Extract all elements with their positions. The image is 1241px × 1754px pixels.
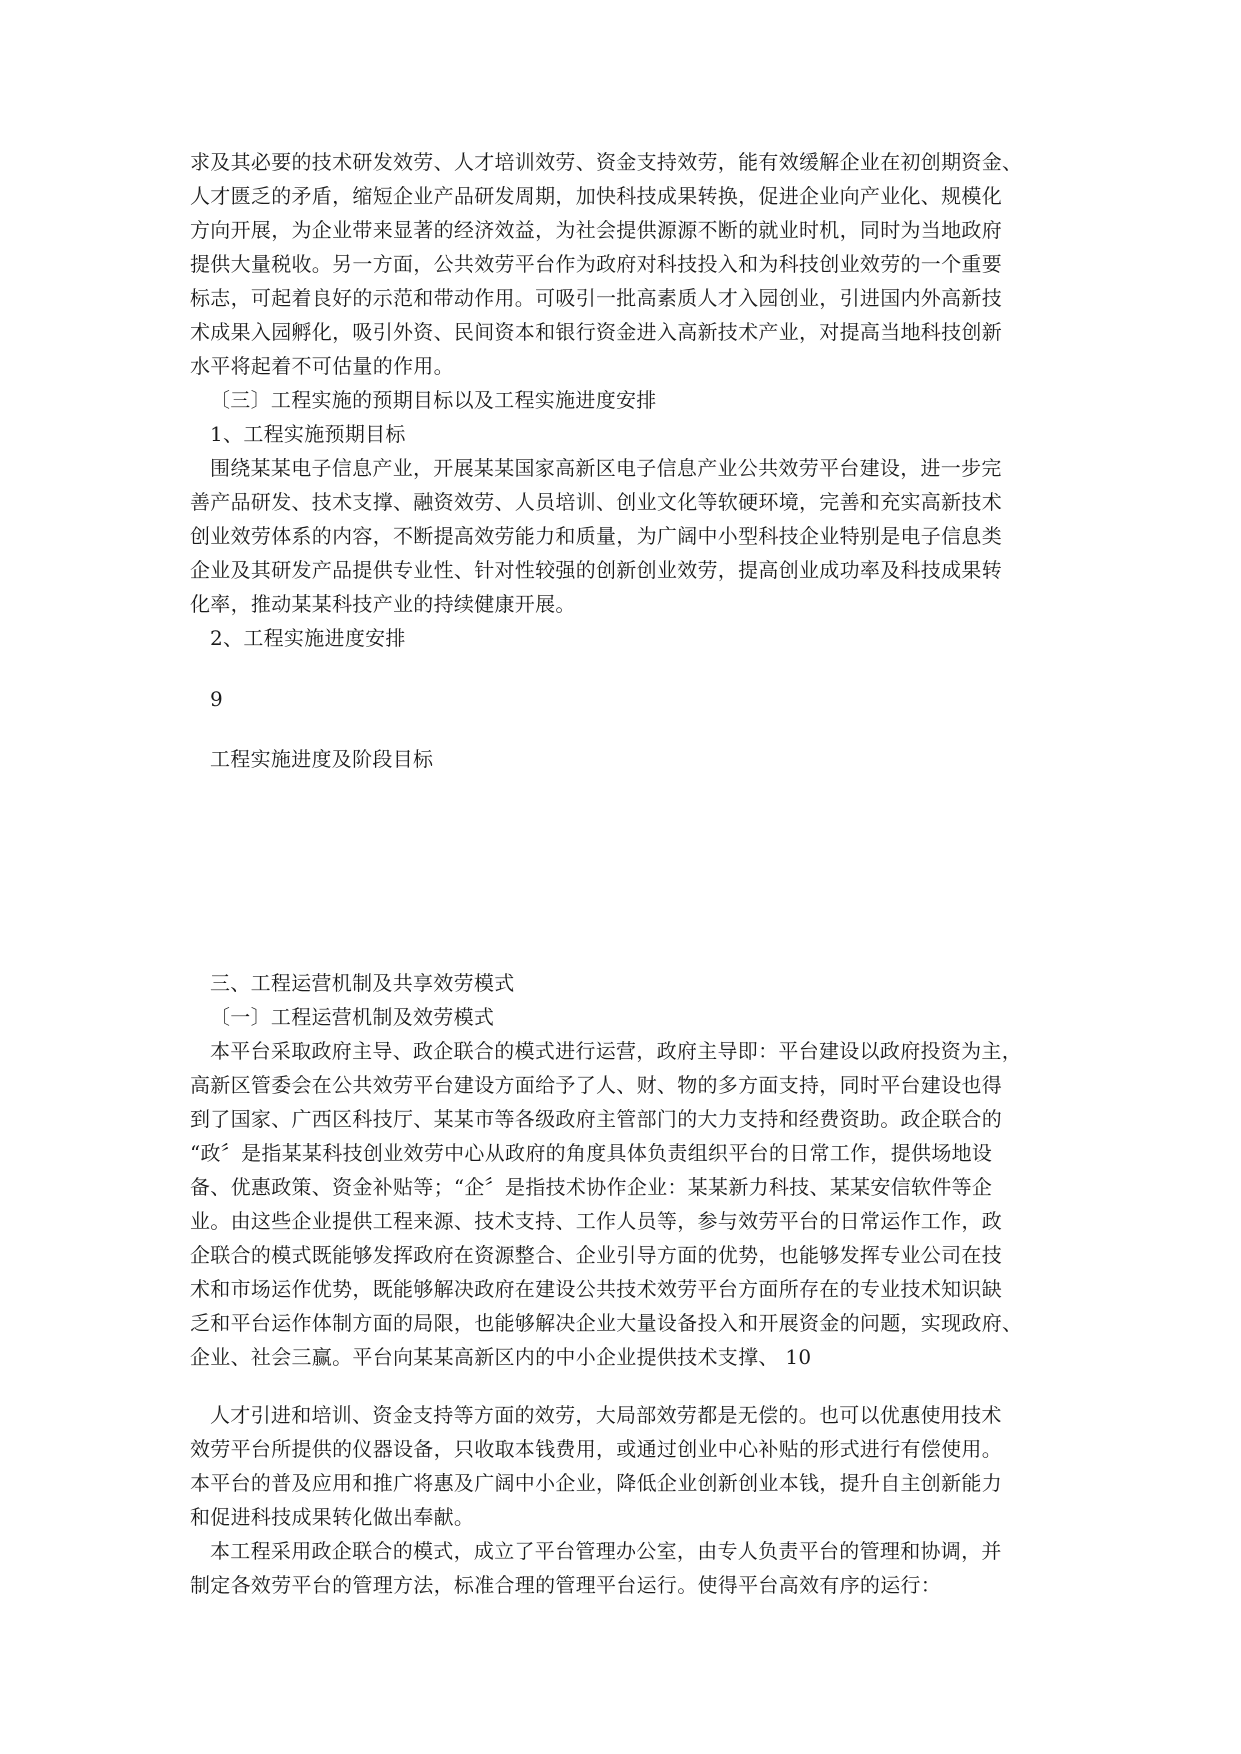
text-line: 本平台采取政府主导、政企联合的模式进行运营，政府主导即：平台建设以政府投资为主， <box>210 1039 1022 1063</box>
text-line: “政〞是指某某科技创业效劳中心从政府的角度具体负责组织平台的日常工作，提供场地设 <box>190 1141 993 1165</box>
heading-text: 〔三〕工程实施的预期目标以及工程实施进度安排 <box>210 388 657 412</box>
subsection-heading <box>190 383 1060 417</box>
section-heading <box>190 966 1060 1000</box>
text-line: 术成果入园孵化，吸引外资、民间资本和银行资金进入高新技术产业，对提高当地科技创新 <box>190 320 1002 344</box>
caption-text: 工程实施进度及阶段目标 <box>210 747 434 771</box>
table-caption <box>190 742 1060 776</box>
text-line: 人才匮乏的矛盾，缩短企业产品研发周期，加快科技成果转换，促进企业向产业化、规模化 <box>190 184 1002 208</box>
paragraph-management <box>190 1534 1060 1602</box>
text-line: 备、优惠政策、资金补贴等；“企〞是指技术协作企业：某某新力科技、某某安信软件等企 <box>190 1175 993 1199</box>
text-line: 业。由这些企业提供工程来源、技术支持、工作人员等，参与效劳平台的日常运作工作，政 <box>190 1209 1002 1233</box>
paragraph-services <box>190 1398 1060 1534</box>
page-number-text: 9 <box>210 687 224 711</box>
text-line: 企业及其研发产品提供专业性、针对性较强的创新创业效劳，提高创业成功率及科技成果转 <box>190 558 1002 582</box>
heading-text: 〔一〕工程运营机制及效劳模式 <box>210 1005 495 1029</box>
subsubsection-heading <box>190 417 1060 451</box>
page-number <box>190 682 1060 716</box>
heading-text: 三、工程运营机制及共享效劳模式 <box>210 971 515 995</box>
text-line: 术和市场运作优势，既能够解决政府在建设公共技术效劳平台方面所存在的专业技术知识缺 <box>190 1277 1002 1301</box>
text-line: 和促进科技成果转化做出奉献。 <box>190 1505 475 1529</box>
text-line: 标志，可起着良好的示范和带动作用。可吸引一批高素质人才入园创业，引进国内外高新技 <box>190 286 1002 310</box>
text-line: 高新区管委会在公共效劳平台建设方面给予了人、财、物的多方面支持，同时平台建设也得 <box>190 1073 1002 1097</box>
text-line: 提供大量税收。另一方面，公共效劳平台作为政府对科技投入和为科技创业效劳的一个重要 <box>190 252 1002 276</box>
heading-text: 2、工程实施进度安排 <box>210 626 406 650</box>
text-line: 围绕某某电子信息产业，开展某某国家高新区电子信息产业公共效劳平台建设，进一步完 <box>210 456 1002 480</box>
text-line: 效劳平台所提供的仪器设备，只收取本钱费用，或通过创业中心补贴的形式进行有偿使用。 <box>190 1437 1002 1461</box>
text-line: 水平将起着不可估量的作用。 <box>190 354 454 378</box>
text-line: 乏和平台运作体制方面的局限，也能够解决企业大量设备投入和开展资金的问题，实现政府、 <box>190 1311 1023 1335</box>
text-line: 创业效劳体系的内容，不断提高效劳能力和质量，为广阔中小型科技企业特别是电子信息类 <box>190 524 1002 548</box>
text-line: 善产品研发、技术支撑、融资效劳、人员培训、创业文化等软硬环境，完善和充实高新技术 <box>190 490 1002 514</box>
paragraph-continued <box>190 145 1060 383</box>
heading-text: 1、工程实施预期目标 <box>210 422 406 446</box>
subsubsection-heading <box>190 621 1060 655</box>
text-line: 求及其必要的技术研发效劳、人才培训效劳、资金支持效劳，能有效缓解企业在初创期资金、 <box>190 150 1023 174</box>
text-line: 到了国家、广西区科技厅、某某市等各级政府主管部门的大力支持和经费资助。政企联合的 <box>190 1107 1002 1131</box>
text-line: 化率，推动某某科技产业的持续健康开展。 <box>190 592 576 616</box>
paragraph-operation-mode <box>190 1034 1060 1374</box>
text-line: 本工程采用政企联合的模式，成立了平台管理办公室，由专人负责平台的管理和协调，并 <box>210 1539 1002 1563</box>
text-line: 本平台的普及应用和推广将惠及广阔中小企业，降低企业创新创业本钱，提升自主创新能力 <box>190 1471 1002 1495</box>
text-line: 人才引进和培训、资金支持等方面的效劳，大局部效劳都是无偿的。也可以优惠使用技术 <box>210 1403 1002 1427</box>
text-line: 企业、社会三赢。平台向某某高新区内的中小企业提供技术支撑、 10 <box>190 1345 812 1369</box>
text-line: 企联合的模式既能够发挥政府在资源整合、企业引导方面的优势，也能够发挥专业公司在技 <box>190 1243 1002 1267</box>
text-line: 方向开展，为企业带来显著的经济效益，为社会提供源源不断的就业时机，同时为当地政府 <box>190 218 1002 242</box>
text-line: 制定各效劳平台的管理方法，标准合理的管理平台运行。使得平台高效有序的运行： <box>190 1573 942 1597</box>
subsection-heading <box>190 1000 1060 1034</box>
paragraph-goals <box>190 451 1060 621</box>
